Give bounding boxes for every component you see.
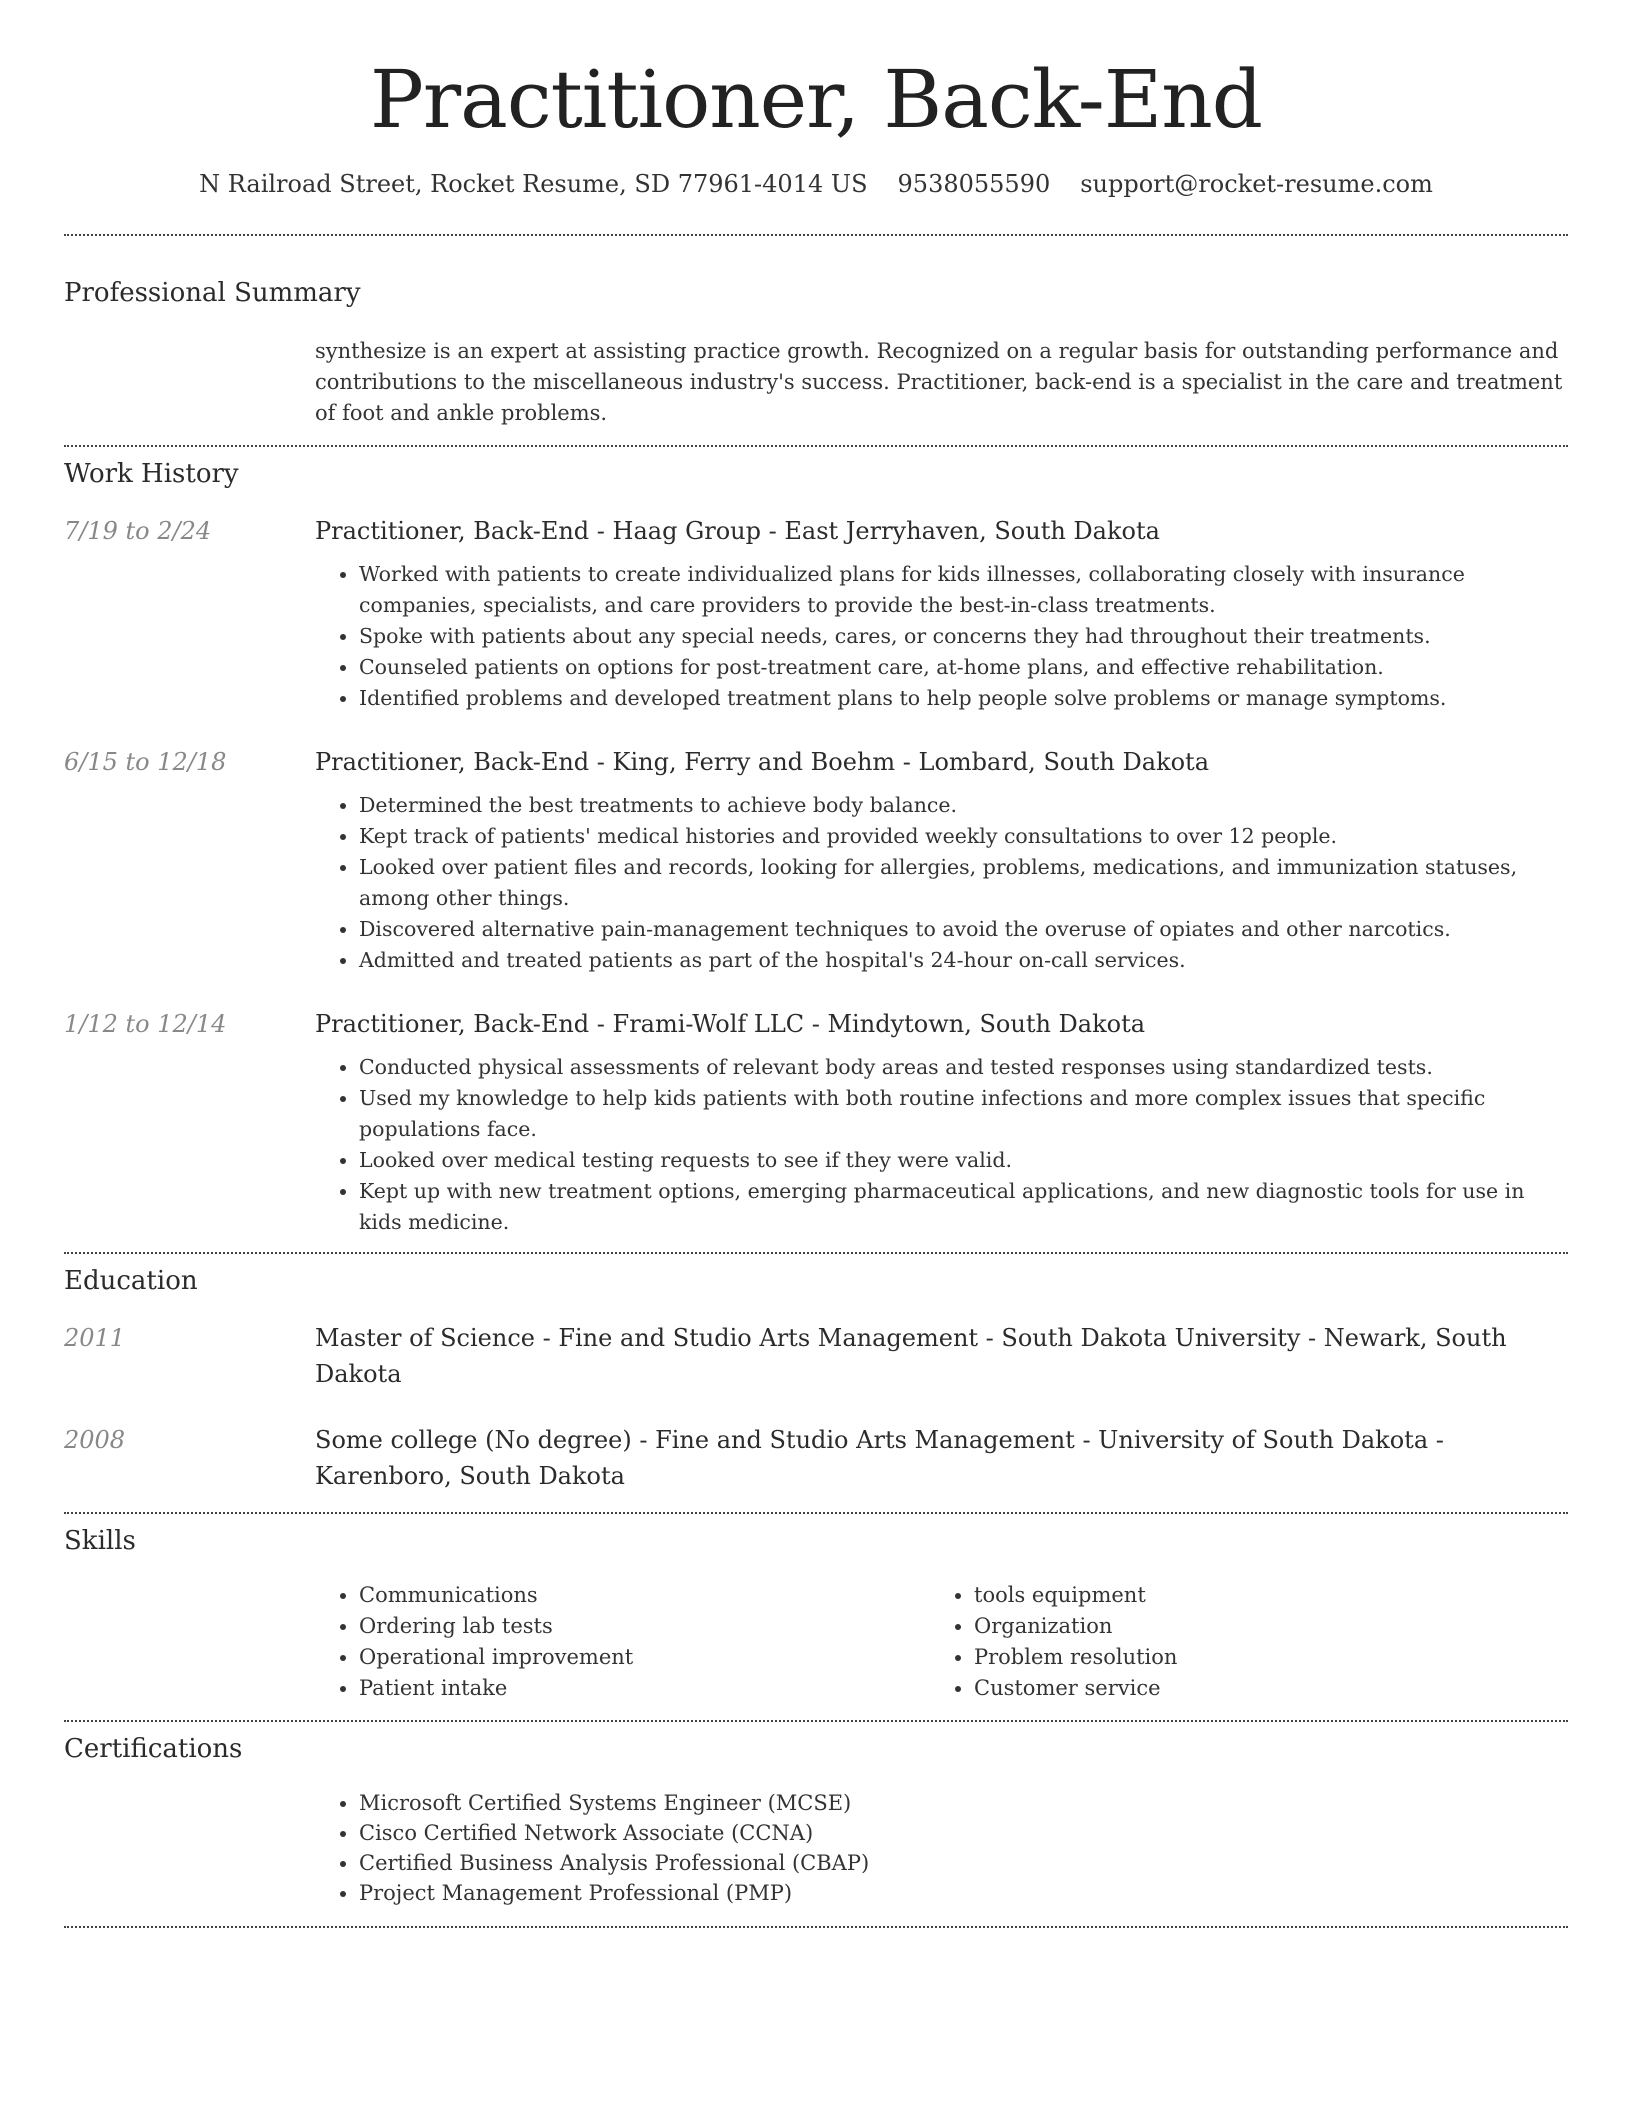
list-item: • Patient intake (359, 1673, 930, 1704)
summary-section-title: Professional Summary (64, 278, 361, 308)
skills-divider (64, 1720, 1568, 1722)
list-item: • Communications (359, 1580, 930, 1611)
resume-page (64, 0, 1568, 1928)
work-divider (64, 1252, 1568, 1254)
education-entry-body (315, 1422, 1568, 1494)
work-entry-body (315, 1006, 1568, 1238)
list-item: • Looked over medical testing requests to see if they were valid. (359, 1145, 1568, 1176)
education-entry-body (315, 1320, 1568, 1392)
list-item: • Kept track of patients' medical histories and provided weekly consultations to over 12 people. (359, 821, 1568, 852)
education-divider (64, 1512, 1568, 1514)
work-heading: Practitioner, Back-End - King, Ferry and Boehm - Lombard, South Dakota (315, 748, 1210, 776)
contact-line (64, 170, 1568, 198)
list-item: • Customer service (974, 1673, 1545, 1704)
education-section-title: Education (64, 1266, 198, 1296)
list-item: • Problem resolution (974, 1642, 1545, 1673)
work-entry (64, 744, 1568, 976)
contact-address: N Railroad Street, Rocket Resume, SD 77961-4014 US (199, 170, 868, 198)
list-item: • Conducted physical assessments of relevant body areas and tested responses using standardized tests. (359, 1052, 1568, 1083)
work-entry-body (315, 513, 1568, 714)
list-item: • Ordering lab tests (359, 1611, 930, 1642)
education-heading: Some college (No degree) - Fine and Studio Arts Management - University of South Dakota - Karenboro, South Dakota (315, 1426, 1444, 1490)
work-dates: 7/19 to 2/24 (64, 517, 212, 545)
work-entry-body (315, 744, 1568, 976)
list-item: • Used my knowledge to help kids patients with both routine infections and more complex issues that specific populations face. (359, 1083, 1568, 1145)
work-section-title: Work History (64, 459, 239, 489)
list-item: • Discovered alternative pain-management techniques to avoid the overuse of opiates and other narcotics. (359, 914, 1568, 945)
work-heading: Practitioner, Back-End - Frami-Wolf LLC - Mindytown, South Dakota (315, 1010, 1146, 1038)
list-item: • Looked over patient files and records, looking for allergies, problems, medications, and immunization statuses, among other things. (359, 852, 1568, 914)
list-item: • Organization (974, 1611, 1545, 1642)
list-item: • Worked with patients to create individualized plans for kids illnesses, collaborating closely with insurance companies, specialists, and care providers to provide the best-in-class treatments. (359, 559, 1568, 621)
skills-column-right (930, 1580, 1545, 1704)
contact-phone: 9538055590 (897, 170, 1051, 198)
skills-list (315, 1580, 930, 1704)
list-item: • Cisco Certified Network Associate (CCNA) (359, 1818, 1568, 1848)
education-year: 2011 (64, 1324, 126, 1352)
skills-column-left (315, 1580, 930, 1704)
candidate-name: Practitioner, Back-End (370, 53, 1262, 146)
education-entry (64, 1320, 1568, 1392)
certifications-bullets (315, 1788, 1568, 1908)
summary-divider (64, 445, 1568, 447)
list-item: • Kept up with new treatment options, emerging pharmaceutical applications, and new diagnostic tools for use in kids medicine. (359, 1176, 1568, 1238)
summary-text: synthesize is an expert at assisting practice growth. Recognized on a regular basis for outstanding performance and contributions to the miscellaneous industry's success. Practitioner, back-end is a specialist in the care and treatment of foot and ankle problems. (315, 339, 1563, 425)
list-item: • Spoke with patients about any special needs, cares, or concerns they had throughout their treatments. (359, 621, 1568, 652)
list-item: • Operational improvement (359, 1642, 930, 1673)
skills-grid (315, 1580, 1568, 1704)
list-item: • Counseled patients on options for post-treatment care, at-home plans, and effective rehabilitation. (359, 652, 1568, 683)
work-bullets (315, 1052, 1568, 1238)
work-heading: Practitioner, Back-End - Haag Group - East Jerryhaven, South Dakota (315, 517, 1160, 545)
list-item: • Admitted and treated patients as part of the hospital's 24-hour on-call services. (359, 945, 1568, 976)
list-item: • Certified Business Analysis Professional (CBAP) (359, 1848, 1568, 1878)
work-bullets (315, 790, 1568, 976)
work-entry (64, 513, 1568, 714)
work-bullets (315, 559, 1568, 714)
work-dates: 6/15 to 12/18 (64, 748, 227, 776)
work-entry (64, 1006, 1568, 1238)
list-item: • Project Management Professional (PMP) (359, 1878, 1568, 1908)
certifications-section-title: Certifications (64, 1734, 243, 1764)
work-dates: 1/12 to 12/14 (64, 1010, 227, 1038)
education-year: 2008 (64, 1426, 126, 1454)
certifications-list (315, 1788, 1568, 1908)
contact-email: support@rocket-resume.com (1080, 170, 1433, 198)
skills-list (930, 1580, 1545, 1704)
header-divider (64, 234, 1568, 236)
skills-section-title: Skills (64, 1526, 136, 1556)
list-item: • tools equipment (974, 1580, 1545, 1611)
list-item: • Determined the best treatments to achieve body balance. (359, 790, 1568, 821)
education-heading: Master of Science - Fine and Studio Arts Management - South Dakota University - Newark, South Dakota (315, 1324, 1507, 1388)
list-item: • Identified problems and developed treatment plans to help people solve problems or manage symptoms. (359, 683, 1568, 714)
certifications-divider (64, 1926, 1568, 1928)
education-entry (64, 1422, 1568, 1494)
list-item: • Microsoft Certified Systems Engineer (MCSE) (359, 1788, 1568, 1818)
